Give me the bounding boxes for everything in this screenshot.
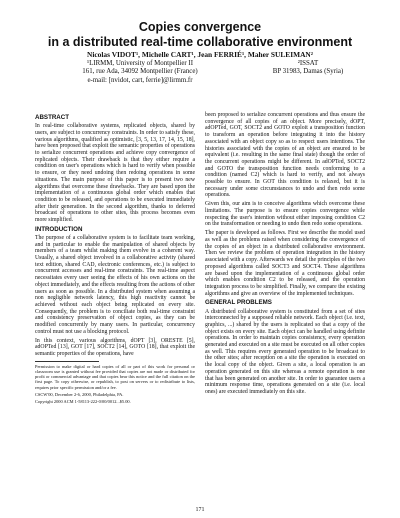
affiliation-line: BP 31983, Damas (Syria) bbox=[272, 68, 344, 76]
right-column bbox=[205, 112, 365, 398]
body-paragraph: Given this, our aim is to conceive algorithms which overcome these limitations. The purpose is to ensure copies convergence while respecting the user's intention without either imposing condition C2 on the transformation or needing to undo then redo some operations. bbox=[205, 201, 365, 228]
body-paragraph: been proposed to serialize concurrent operations and thus ensure the convergence of all copies of an object. More precisely, dOPT, adOPTed, GOT, SOCT2 and GOTO exploit a transposition function to transform an operation before integrating it into the history associated with an object copy so as to respect users intentions. The histories associated with the copies of an object are ensured to be equivalent (i.e. resulting in the same final state) though the order of the concurrent operations might be different. In adOPTed, SOCT2 and GOTO the transposition function needs conforming to a condition (named C2) which is hard to verify, and not always possible to ensure. In GOT this condition is relaxed, but it is necessary under some circumstances to undo and then redo some operations. bbox=[205, 112, 365, 199]
affiliation-line: ²ISSAT bbox=[297, 60, 319, 67]
introduction-heading: INTRODUCTION bbox=[35, 225, 83, 233]
page-number: 171 bbox=[195, 507, 205, 513]
title-line-2: in a distributed real-time collaborative environment bbox=[47, 35, 353, 49]
author-list: Nicolas VIDOT¹, Michelle CART¹, Jean FERRIÉ¹, Maher SULEIMAN² bbox=[87, 50, 313, 59]
copyright-line: Copyright 2000 ACM 1-58113-222-0/00/0012...$5.00. bbox=[35, 399, 131, 405]
general-problems-heading: GENERAL PROBLEMS bbox=[205, 299, 272, 307]
paper-title bbox=[0, 20, 400, 50]
introduction-paragraph: The purpose of a collaborative system is to facilitate team working, and in particular to enable the manipulation of shared objects by members of a team whilst making them evolve in a coherent way. Usually, a shared object involved in a collaborative activity (shared text edition, shared CAD, electronic conferences, etc.) is subject to concurrent accesses and real-time constraints. The real-time aspect necessitates every user seeing the effects of his own actions on the object immediately, and the effects resulting from the actions of other users as soon as possible. In a distributed system when assuming a non negligible network latency, this high reactivity cannot be achieved without each object being replicated on every site. Consequently, the problem is to conciliate both real-time constraint and consistency preservation of object copies, as they can be modified concurrently by many users. In particular, concurrency control must not use a blocking protocol. bbox=[35, 234, 195, 335]
title-line-1: Copies convergence bbox=[138, 20, 262, 34]
introduction-paragraph: In this context, various algorithms, dOPT [3], ORESTE [5], adOPTed [13], GOT [17], SOCT2 [14], GOTO [18], that exploit the semantic properties of the operations, have bbox=[35, 337, 195, 358]
affiliation-line: ¹LIRMM, University of Montpellier II bbox=[87, 60, 193, 67]
abstract-heading: ABSTRACT bbox=[35, 114, 70, 121]
affiliation-issat bbox=[248, 60, 368, 77]
conference-line: CSCW'00, December 2-6, 2000, Philadelphia, PA. bbox=[35, 392, 124, 397]
body-paragraph: A distributed collaborative system is constituted from a set of sites interconnected by a supposed reliable network. Each object (i.e. text, graphics, ...) shared by the users is replicated so that a copy of the object exists on every site. Each object can be handled using definite operations. In order to maintain copies consistency, every operation generated and executed on a site must be executed on all other copies as well. This requires every generated operation to be broadcast to the other sites; after reception on a site the operation is executed on the local copy of the object. Given a site, a local operation is an operation generated on this site whereas a remote operation is one that has been generated on another site. In order to guarantee users a minimum response time, operations generated on a site (i.e. local ones) are executed immediately on this site. bbox=[205, 308, 365, 395]
body-paragraph: The paper is developed as follows. First we describe the model used as well as the problems raised when considering the convergence of the copies of an object in a distributed collaborative environment. Then we review the problem of operation integration in the history associated with a copy. Afterwards we detail the principles of the two proposed algorithms called SOCT3 and SOCT4. These algorithms are based upon the implementation of a continuous global order which enables condition C2 to be released, and the operation integration process to be simplified. Finally, we compare the existing algorithms and give an overview of the implemented techniques. bbox=[205, 230, 365, 297]
affiliation-email: e-mail: [nvidot, cart, ferrie]@lirmm.fr bbox=[87, 76, 193, 84]
permission-notice: Permission to make digital or hard copies of all or part of this work for personal or classroom use is granted without fee provided that copies are not made or distributed for profit or commercial advantage and that copies bear this notice and the full citation on the first page. To copy otherwise, or republish, to post on servers or to redistribute to lists, requires prior specific permission and/or a fee. bbox=[35, 363, 195, 390]
abstract-text: In real-time collaborative systems, replicated objects, shared by users, are subject to concurrency constraints. In order to satisfy these, various algorithms, qualified as optimistic, [3, 5, 13, 17, 14, 15, 18], have been proposed that exploit the semantic properties of operations to serialize concurrent operations and achieve copy convergence of replicated objects. Their drawback is that they either require a condition on user's operations which is hard to verify when possible to ensure, or they need undoing then redoing operations in some situations. The main purpose of this paper is to present two new algorithms that overcome these drawbacks. They are based upon the implementation of a continuous global order which enables that condition to be released, and operations to be executed immediately after their generation. In the second algorithm, thanks to deferred broadcast of operations to other sites, this process becomes even more simplified. bbox=[35, 123, 195, 224]
footnote-divider bbox=[35, 361, 99, 362]
left-column bbox=[35, 112, 195, 407]
affiliation-line: 161, rue Ada, 34092 Montpellier (France) bbox=[82, 68, 198, 76]
affiliation-lirmm bbox=[40, 60, 240, 85]
